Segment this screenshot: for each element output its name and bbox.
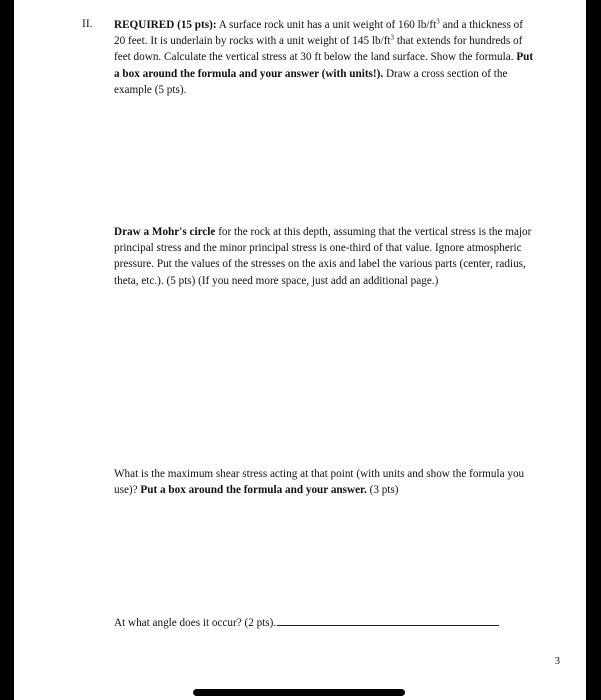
question-1-paragraph <box>114 17 534 98</box>
q1-bold-instruction: Put a box around the formula and your answer (with units!). <box>114 51 534 80</box>
section-numeral: II. <box>82 18 93 30</box>
q1-superscript-1: 3 <box>436 17 440 26</box>
q3-tail: (3 pts) <box>366 484 399 497</box>
q2-bold-heading: Draw a Mohr's circle <box>114 226 216 238</box>
question-3-paragraph <box>114 466 534 498</box>
q3-text: What is the maximum shear stress acting at that point (with units and show the formula you use)? <box>114 468 525 497</box>
q1-text-3: that extends for hundreds of feet down. Calculate the vertical stress at 30 ft below the land surface. Show the formula. <box>114 35 523 64</box>
q1-text-1: A surface rock unit has a unit weight of 160 lb/ft <box>216 19 437 31</box>
q2-text: for the rock at this depth, assuming that the vertical stress is the major principal stress and the minor principal stress is one-third of that value. Ignore atmospheric pressure. Put the values of the stresses on the axis and label the various parts (center, radius, theta, etc.). (5 pts) (If you need more space, just add an additional page.) <box>114 226 532 287</box>
q1-text-4: Draw a cross section of the example (5 pts). <box>114 67 508 96</box>
question-1-label: REQUIRED (15 pts): <box>114 19 217 31</box>
page-number: 3 <box>554 656 560 667</box>
q1-text-2: and a thickness of 20 feet. It is underlain by rocks with a unit weight of 145 lb/ft <box>114 19 523 48</box>
q3-bold-instruction: Put a box around the formula and your answer. <box>140 484 367 497</box>
question-4-paragraph <box>114 615 514 631</box>
document-page <box>14 0 586 700</box>
question-2-paragraph <box>114 224 534 289</box>
q4-text: At what angle does it occur? (2 pts). <box>114 617 277 629</box>
home-indicator-bar[interactable] <box>193 689 405 696</box>
answer-blank-line[interactable] <box>277 615 499 626</box>
q1-superscript-2: 3 <box>390 33 395 42</box>
